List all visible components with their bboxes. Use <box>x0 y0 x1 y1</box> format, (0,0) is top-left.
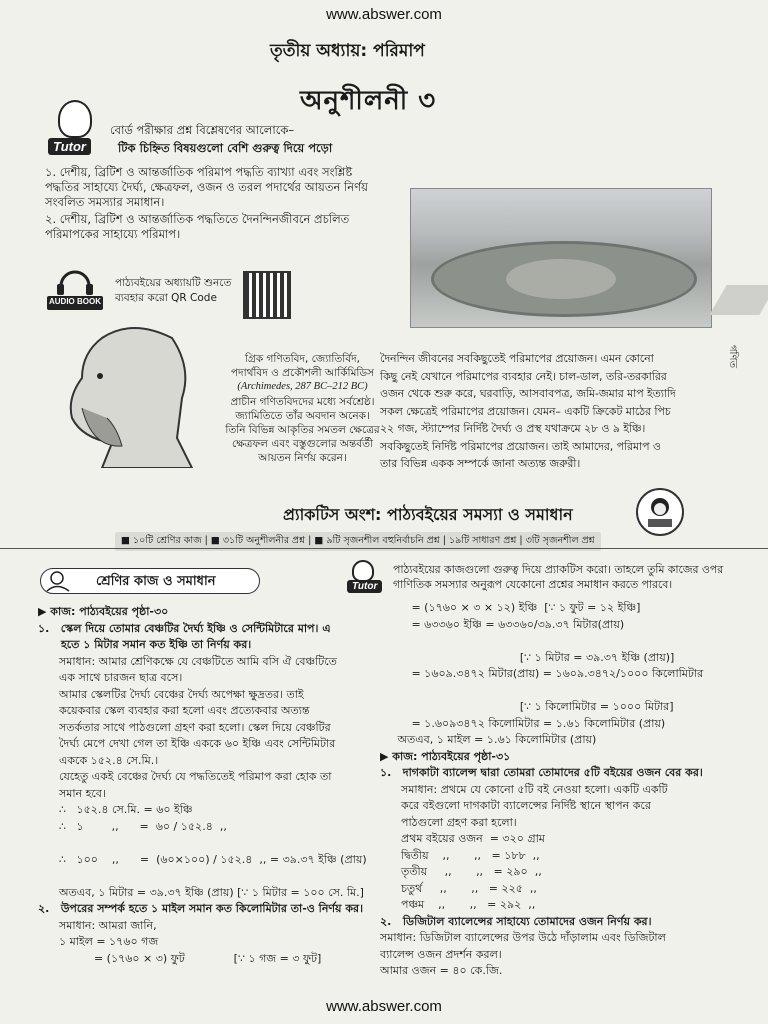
text-line <box>380 683 730 700</box>
caption-line: (Archimedes, 287 BC–212 BC) <box>237 381 368 393</box>
stadium-photo <box>410 188 712 328</box>
text-line <box>380 633 730 650</box>
text-line: কয়েকবার স্কেল ব্যবহার করা হলো এবং প্রত্যেকবার অত্যন্ত <box>38 704 310 717</box>
text-line: ১. দাগকাটা ব্যালেন্স দ্বারা তোমরা তোমাদের ৫টি বইয়ের ওজন বের কর। <box>380 766 703 779</box>
text-line: আমার স্কেলটির দৈর্ঘ্য বেঞ্চের দৈর্ঘ্য অপেক্ষা ক্ষুদ্রতর। তাই <box>38 687 304 701</box>
text-line: [∵ ১ মিটার = ৩৯.৩৭ ইঞ্চি (প্রায়)] <box>380 650 675 664</box>
left-column <box>38 604 373 967</box>
paragraph-line: ২২ গজ, স্ট্যাম্পের নির্দিষ্ট দৈর্ঘ্য ও প্রস্থ যথাক্রমে ২৮ ও ৯ ইঞ্চি। <box>380 422 646 435</box>
text-line: হতে ১ মিটার সমান কত ইঞ্চি তা নির্ণয় কর। <box>38 638 252 651</box>
archimedes-portrait <box>62 318 202 468</box>
archimedes-caption <box>205 352 400 466</box>
text-line: এককে ১৫২.৪ সে.মি.। <box>38 753 159 767</box>
chapter-title: তৃতীয় অধ্যায়: পরিমাপ <box>270 41 425 61</box>
divider <box>0 548 768 549</box>
text-line: সতর্কতার সাথে পাঠগুলো গ্রহণ করা হলো। স্কেল দিয়ে বেঞ্চটির <box>38 720 331 734</box>
paragraph-line: তার বিভিন্ন একক সম্পর্কে জানা অত্যন্ত জরুরী। <box>380 457 581 470</box>
text-line: এক সাথে চারজন ছাত্র বসে। <box>38 671 183 684</box>
text-line: দ্বিতীয় ,, ,, = ১৮৮ ,, <box>380 848 540 862</box>
tutor-small-logo: Tutor <box>347 580 382 593</box>
tutor-avatar-icon <box>58 100 92 138</box>
student-writing-icon <box>45 570 73 592</box>
key-points <box>45 165 375 242</box>
exercise-title: অনুশীলনী ৩ <box>300 86 437 116</box>
text-line: ১. স্কেল দিয়ে তোমার বেঞ্চটির দৈর্ঘ্য ইঞ্চি ও সেন্টিমিটারে মাপ। এ <box>38 621 331 635</box>
paragraph-line: সবকিছুতেই নির্দিষ্ট পরিমাপের প্রয়োজন। তাই আমাদের, পরিমাপ ও <box>380 439 661 453</box>
text-line: ∴ ১ ,, = ৬০ / ১৫২.৪ ,, <box>38 819 227 833</box>
text-line <box>38 868 373 885</box>
text-line: প্রথম বইয়ের ওজন = ৩২০ গ্রাম <box>380 832 545 845</box>
text-line: তৃতীয় ,, ,, = ২৯০ ,, <box>380 865 542 878</box>
tutor-note-line2: টিক চিহ্নিত বিষয়গুলো বেশি গুরুত্ব দিয়ে পড়ো <box>118 141 333 155</box>
text-line: = ১৬০৯.৩৪৭২ মিটার(প্রায়) = ১৬০৯.৩৪৭২/১০০০ কিলোমিটার <box>380 667 704 680</box>
classwork-title: শ্রেণির কাজ ও সমাধান <box>96 574 216 589</box>
paragraph-line: ওজন থেকে শুরু করে, ঘরবাড়ি, আসবাবপত্র, জমি-জমার মাপ ইত্যাদি <box>380 387 676 400</box>
practice-summary-bar: ■ ১০টি শ্রেণির কাজ | ■ ৩১টি অনুশীলনীর প্রশ্ন | ■ ৯টি সৃজনশীল বহুনির্বাচনি প্রশ্ন | ১৯টি সাধারণ প্রশ্ন | ৩টি সৃজনশীল প্রশ্ন <box>115 532 601 551</box>
right-column <box>380 600 730 980</box>
text-line: ∴ ১০০ ,, = (৬০×১০০) / ১৫২.৪ ,, = ৩৯.৩৭ ইঞ্চি (প্রায়) <box>38 852 367 866</box>
classwork-heading <box>40 568 260 594</box>
paragraph-line: সকল ক্ষেত্রেই পরিমাপের প্রয়োজন। যেমন– একটি ক্রিকেট মাঠের পিচ <box>380 404 671 418</box>
tutor-small-icon <box>352 560 374 582</box>
text-line: ∴ ১৫২.৪ সে.মি. = ৬০ ইঞ্চি <box>38 803 193 816</box>
key-point-2: ২. দেশীয়, ব্রিটিশ ও আন্তর্জাতিক পদ্ধতিতে দৈনন্দিনজীবনে প্রচলিত পরিমাপকের সাহায্যে পরিমাপ। <box>45 212 350 241</box>
text-line: ২. ডিজিটাল ব্যালেন্সের সাহায্যে তোমাদের ওজন নির্ণয় কর। <box>380 914 652 928</box>
paragraph-line: দৈনন্দিন জীবনের সবকিছুতেই পরিমাপের প্রয়োজন। এমন কোনো <box>380 352 654 365</box>
key-point-1: ১. দেশীয়, ব্রিটিশ ও আন্তর্জাতিক পরিমাপ পদ্ধতি ব্যাখ্যা এবং সংশ্লিষ্ট পদ্ধতির সাহায্যে দৈর্ঘ্য, ক্ষেত্রফল, ওজন ও তরল পদার্থের আয়তন নির্ণয় সংবলিত সমস্যার সমাধান। <box>45 165 368 209</box>
text-line: = ১.৬০৯৩৪৭২ কিলোমিটার = ১.৬১ কিলোমিটার (প্রায়) <box>380 716 666 730</box>
text-line: ▶ কাজ: পাঠ্যবইয়ের পৃষ্ঠা-৩০ <box>38 605 169 618</box>
site-url-top[interactable]: www.abswer.com <box>326 6 442 23</box>
tip-line: গাণিতিক সমস্যার অনুরূপ যেকোনো প্রশ্নের সমাধান করতে পারবে। <box>393 578 673 591</box>
text-line: সমাধান: আমরা জানি, <box>38 918 157 932</box>
qr-code-icon[interactable] <box>243 271 291 319</box>
tutor-note-line1: বোর্ড পরীক্ষার প্রশ্ন বিশ্লেষণের আলোকে– <box>110 123 295 137</box>
text-line: অতএব, ১ মিটার = ৩৯.৩৭ ইঞ্চি (প্রায়) [∵ ১ মিটার = ১০০ সে. মি.] <box>38 885 364 899</box>
text-line: সমাধান: প্রথমে যে কোনো ৫টি বই নেওয়া হলো। একটি একটি <box>380 782 668 796</box>
text-line: যেহেতু একই বেঞ্চের দৈর্ঘ্য যে পদ্ধতিতেই পরিমাপ করা হোক তা <box>38 770 332 783</box>
daily-life-paragraph <box>380 350 720 473</box>
paragraph-line: কিছু নেই যেখানে পরিমাপের ব্যবহার নেই। চাল-ডাল, তরি-তরকারির <box>380 369 667 383</box>
practice-title: প্র্যাকটিস অংশ: পাঠ্যবইয়ের সমস্যা ও সমাধান <box>283 505 573 524</box>
text-line: = ৬৩৩৬০ ইঞ্চি = ৬৩৩৬০/৩৯.৩৭ মিটার(প্রায়) <box>380 617 625 631</box>
text-line: পঞ্চম ,, ,, = ২৯২ ,, <box>380 898 536 911</box>
text-line: সমান হবে। <box>38 786 106 800</box>
text-line: ব্যালেন্স ওজন প্রদর্শন করল। <box>380 947 502 961</box>
caption-line: ক্ষেত্রফল এবং বস্তুগুলোর অন্তর্বর্তী <box>232 438 373 451</box>
text-line: সমাধান: ডিজিটাল ব্যালেন্সের উপর উঠে দাঁড়ালাম এবং ডিজিটাল <box>380 931 666 944</box>
text-line: অতএব, ১ মাইল = ১.৬১ কিলোমিটার (প্রায়) <box>380 733 597 746</box>
text-line: = (১৭৬০ × ৩ × ১২) ইঞ্চি [∵ ১ ফুট = ১২ ইঞ্চি] <box>380 601 641 614</box>
text-line: সমাধান: আমার শ্রেণিকক্ষে যে বেঞ্চটিতে আমি বসি ঐ বেঞ্চটিতে <box>38 654 337 668</box>
caption-line: পদার্থবিদ ও প্রকৌশলী আর্কিমিডিস <box>230 367 375 380</box>
text-line: = (১৭৬০ × ৩) ফুট [∵ ১ গজ = ৩ ফুট] <box>38 951 322 965</box>
text-line: আমার ওজন = ৪০ কে.জি. <box>380 964 503 977</box>
tip-line: পাঠ্যবইয়ের কাজগুলো গুরুত্ব দিয়ে প্র্যাকটিস করো। তাহলে তুমি কাজের ওপর <box>393 563 724 576</box>
text-line: ১ মাইল = ১৭৬০ গজ <box>38 935 159 948</box>
text-line <box>38 835 373 852</box>
caption-line: আয়তন নির্ণয় করেন। <box>258 452 347 465</box>
caption-line: প্রাচীন গণিতবিদদের মধ্যে সর্বশ্রেষ্ঠ। <box>230 395 375 408</box>
page-edge-tab <box>709 285 768 315</box>
text-line: করে বইগুলো দাগকাটা ব্যালেন্সের নির্দিষ্ট স্থানে স্থাপন করে <box>380 799 651 812</box>
text-line: পাঠগুলো গ্রহণ করা হলো। <box>380 815 517 829</box>
caption-line: জ্যামিতিতে তাঁর অবদান অনেক। <box>235 409 370 422</box>
caption-line: তিনি বিভিন্ন আকৃতির সমতল ক্ষেত্রের <box>225 424 380 437</box>
audio-book-label: AUDIO BOOK <box>49 297 101 306</box>
side-tab: গণিত <box>727 345 738 368</box>
text-line: ▶ কাজ: পাঠ্যবইয়ের পৃষ্ঠা-৩১ <box>380 749 511 763</box>
tutor-logo: Tutor <box>48 138 91 155</box>
text-line: দৈর্ঘ্য মেপে দেখা গেল তা ইঞ্চি এককে ৬০ ইঞ্চি এবং সেন্টিমিটার <box>38 737 336 750</box>
classwork-tip <box>393 562 723 592</box>
text-line: চতুর্থ ,, ,, = ২২৫ ,, <box>380 881 537 895</box>
audio-book-text: পাঠ্যবইয়ের অধ্যায়টি শুনতে ব্যবহার করো QR Code <box>115 277 232 304</box>
text-line: [∵ ১ কিলোমিটার = ১০০০ মিটার] <box>380 700 674 713</box>
text-line: ২. উপরের সম্পর্ক হতে ১ মাইল সমান কত কিলোমিটার তা-ও নির্ণয় কর। <box>38 902 364 915</box>
caption-line: গ্রিক গণিতবিদ, জ্যোতির্বিদ, <box>244 353 361 365</box>
site-url-bottom[interactable]: www.abswer.com <box>326 998 442 1015</box>
student-reading-icon <box>635 487 685 537</box>
